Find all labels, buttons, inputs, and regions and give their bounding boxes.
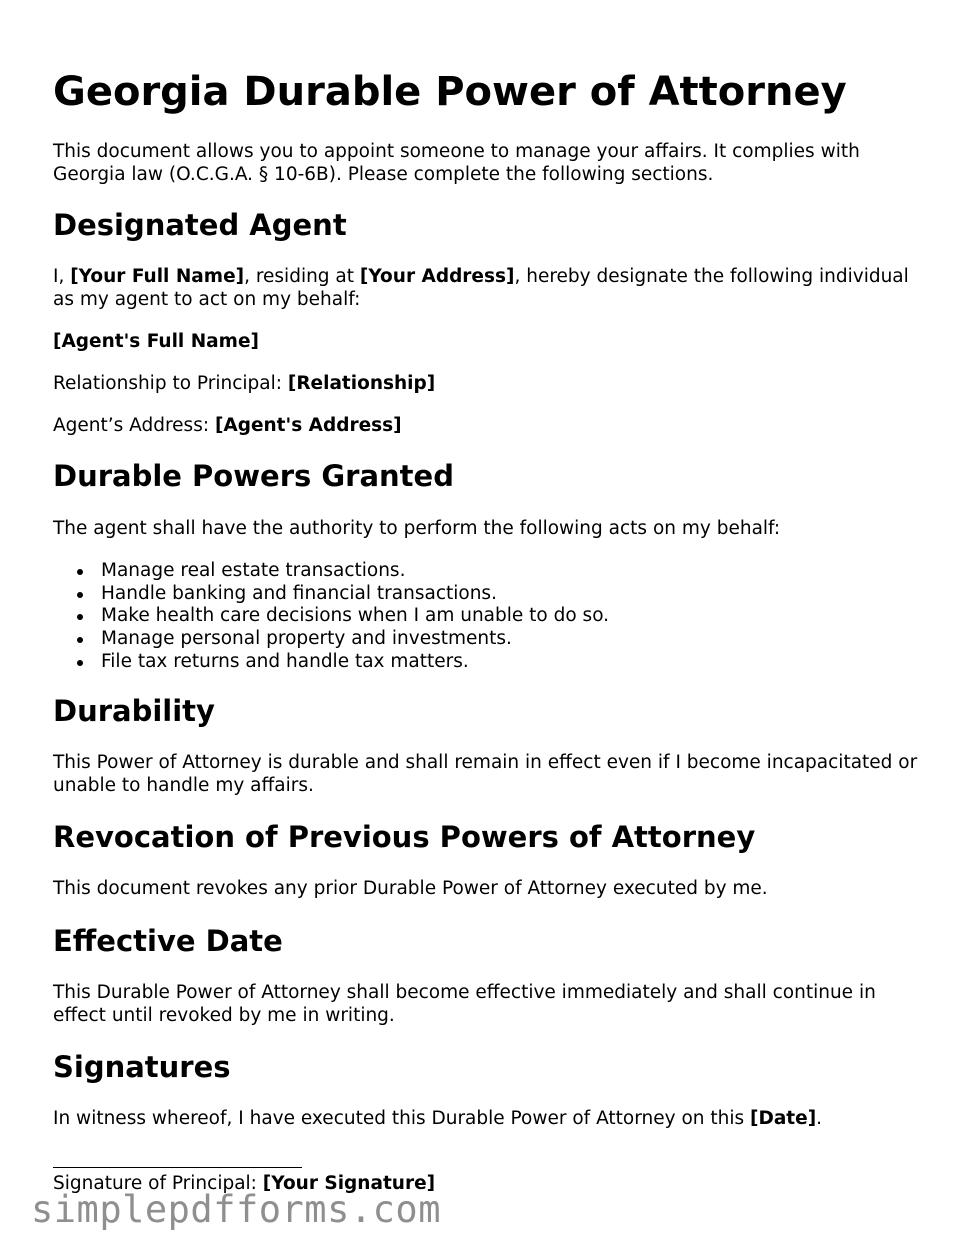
intro-paragraph: This document allows you to appoint someone to manage your affairs. It complies with Georgia law (O.C.G.A. § 10-6B). Please complete the following sections. — [53, 141, 860, 185]
agent-address-placeholder: [Agent's Address] — [214, 415, 402, 436]
heading-designated-agent: Designated Agent — [53, 208, 347, 242]
signature-line — [53, 1167, 302, 1168]
list-item: Handle banking and financial transactions. — [101, 583, 609, 606]
revocation-paragraph: This document revokes any prior Durable Power of Attorney executed by me. — [53, 878, 768, 899]
powers-intro: The agent shall have the authority to perform the following acts on my behalf: — [53, 518, 781, 539]
heading-revocation: Revocation of Previous Powers of Attorney — [53, 820, 756, 854]
principal-address-placeholder: [Your Address] — [359, 266, 515, 287]
effective-date-paragraph: This Durable Power of Attorney shall become effective immediately and shall continue in effect until revoked by me in writing. — [53, 982, 876, 1026]
heading-effective-date: Effective Date — [53, 924, 283, 958]
principal-name-placeholder: [Your Full Name] — [70, 266, 245, 287]
relationship-placeholder: [Relationship] — [287, 373, 436, 394]
agent-designation-paragraph — [53, 266, 933, 311]
heading-signatures: Signatures — [53, 1050, 231, 1084]
witness-end: . — [816, 1108, 823, 1129]
agent-name-line — [53, 331, 259, 354]
page-title: Georgia Durable Power of Attorney — [53, 69, 847, 115]
heading-durable-powers: Durable Powers Granted — [53, 459, 454, 493]
watermark: simplepdfforms.com — [31, 1188, 441, 1231]
agent-address-label: Agent’s Address: — [53, 415, 215, 436]
witness-paragraph — [53, 1108, 822, 1131]
agent-address-line — [53, 415, 402, 438]
designation-text-1: I, — [53, 266, 71, 287]
list-item: Manage personal property and investments. — [101, 628, 609, 651]
durability-paragraph: This Power of Attorney is durable and shall remain in effect even if I become incapacitated or unable to handle my affairs. — [53, 752, 918, 796]
relationship-label: Relationship to Principal: — [53, 373, 288, 394]
list-item: Manage real estate transactions. — [101, 560, 609, 583]
signature-placeholder: [Your Signature] — [262, 1173, 436, 1194]
designation-text-3: , hereby designate the following individual as my agent to act on my behalf: — [53, 266, 909, 310]
designation-text-2: , residing at — [244, 266, 360, 287]
list-item: Make health care decisions when I am unable to do so. — [101, 605, 610, 627]
list-item: File tax returns and handle tax matters. — [101, 651, 609, 674]
signature-label: Signature of Principal: — [53, 1173, 263, 1194]
heading-durability: Durability — [53, 694, 215, 728]
witness-text: In witness whereof, I have executed this Durable Power of Attorney on this — [53, 1108, 751, 1129]
date-placeholder: [Date] — [750, 1108, 817, 1129]
relationship-line — [53, 373, 435, 396]
agent-name-placeholder: [Agent's Full Name] — [53, 331, 259, 352]
powers-list — [53, 560, 609, 674]
